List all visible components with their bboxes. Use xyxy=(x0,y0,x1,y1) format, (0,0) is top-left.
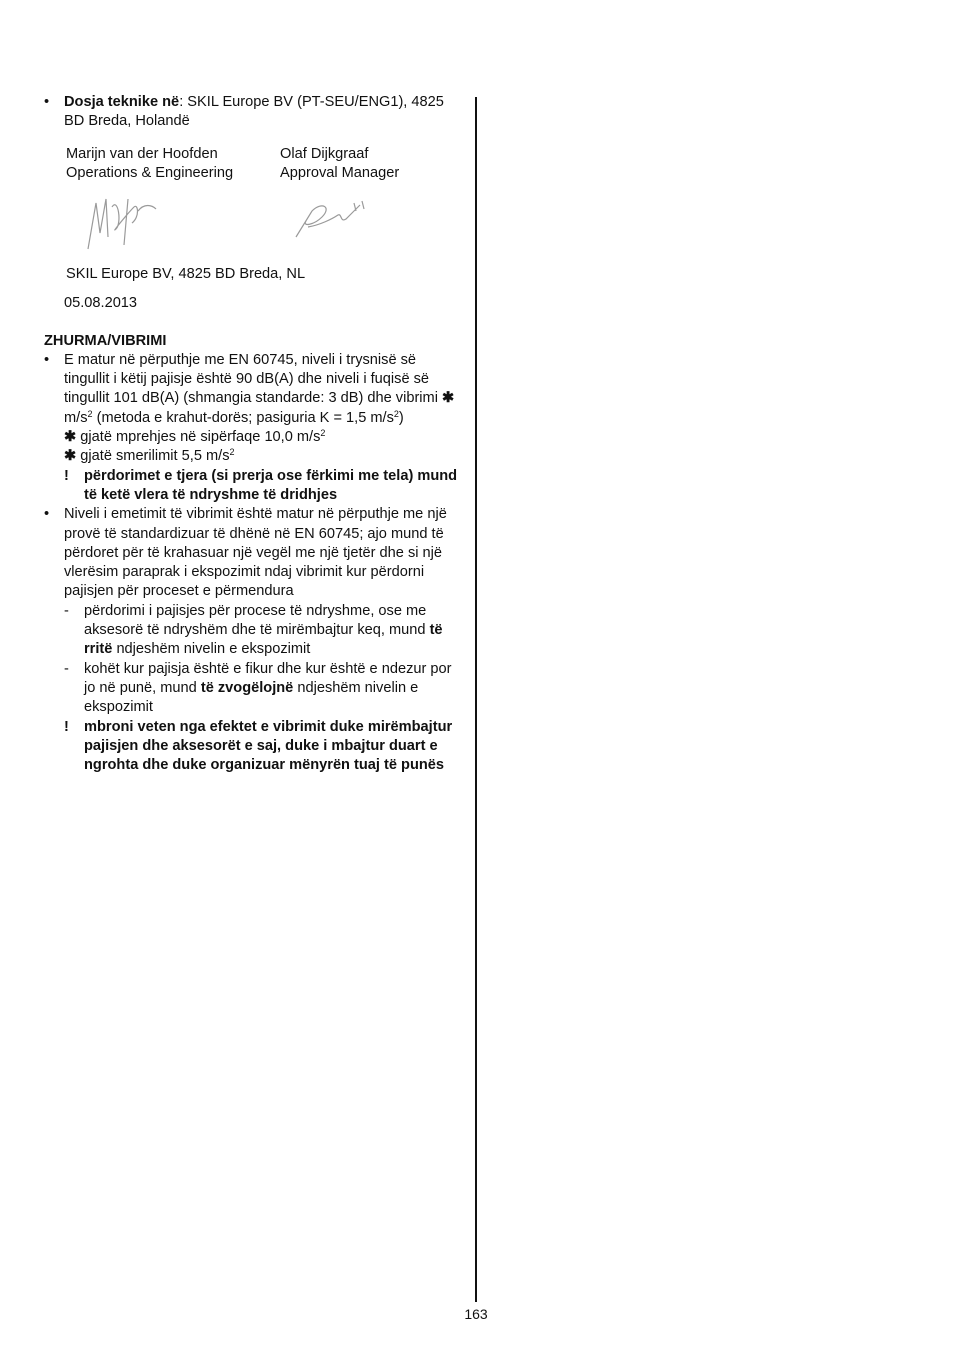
dash-text: ndjeshëm nivelin e ekspozimit xyxy=(112,641,311,658)
main-column xyxy=(44,93,464,775)
superscript: 2 xyxy=(229,447,235,458)
dash-text: ndjeshëm nivelin e ekspozimit xyxy=(84,679,419,716)
signatory-2 xyxy=(280,145,399,184)
line-a-text: gjatë mprehjes në sipërfaqe 10,0 m/s xyxy=(76,429,321,446)
bullet-marker: • xyxy=(44,506,50,523)
page-number: 163 xyxy=(464,1306,488,1322)
asterisk-icon: ✱ xyxy=(64,448,77,465)
asterisk-icon: ✱ xyxy=(64,429,77,446)
asterisk-icon: ✱ xyxy=(442,390,455,407)
vibration-text: Niveli i emetimit të vibrimit është matur në përputhje me një provë të standardizuar të dhënë në EN 60745; ajo mund të përdoret për të krahasuar një vegël me një tjetër dhe si një vlerësim paraprak i ekspozimit ndaj vibrimit kur përdorni pajisjen për proceset e përmendura xyxy=(64,506,447,600)
dash-marker: - xyxy=(64,602,69,619)
vibration-line-a xyxy=(44,428,464,447)
section-title: ZHURMA/VIBRIMI xyxy=(44,332,167,349)
superscript: 2 xyxy=(87,408,93,419)
signatory-1 xyxy=(66,145,233,184)
superscript: 2 xyxy=(393,408,399,419)
bullet-marker: • xyxy=(44,94,50,110)
noise-item xyxy=(44,351,464,428)
noise-text: E matur në përputhje me EN 60745, niveli i trysnisë së tingullit i këtij pajisje është 90 dB(A) dhe niveli i fuqisë së tingullit 101 dB(A) (shmangia standarde: 3 dB) dhe vibrimi xyxy=(64,351,438,407)
warning-text: mbroni veten nga efektet e vibrimit duke mirëmbajtur pajisjen dhe aksesorët e saj, duke i mbajtur duart e ngrohta dhe duke organizuar mënyrën tuaj të punës xyxy=(84,718,453,774)
dash-item-2 xyxy=(44,660,464,718)
warning-item-2 xyxy=(44,718,464,776)
company-address: SKIL Europe BV, 4825 BD Breda, NL xyxy=(66,265,306,282)
superscript: 2 xyxy=(320,428,326,439)
signatory-title: Operations & Engineering xyxy=(66,164,234,181)
dash-text: kohët kur pajisja është e fikur dhe kur është e ndezur por jo në punë, mund xyxy=(84,660,452,696)
signatory-name: Olaf Dijkgraaf xyxy=(280,145,369,162)
bullet-marker: • xyxy=(44,351,50,368)
signature-1-image xyxy=(82,193,160,253)
signatory-title: Approval Manager xyxy=(280,164,400,181)
line-b-text: gjatë smerilimit 5,5 m/s xyxy=(76,448,230,465)
dash-text: përdorimi i pajisjes për procese të ndryshme, ose me aksesorë të ndryshëm dhe të mirëmbajtur keq, mund xyxy=(84,602,430,639)
dash-marker: - xyxy=(64,660,69,677)
vibration-item xyxy=(44,505,464,601)
warning-item-1 xyxy=(44,467,464,506)
declaration-date: 05.08.2013 xyxy=(64,294,138,311)
dash-emphasis: të rritë xyxy=(84,622,443,658)
signatory-name: Marijn van der Hoofden xyxy=(66,145,218,162)
method-text: (metoda e krahut-dorës; pasiguria K = 1,5 m/s xyxy=(92,409,394,426)
vibration-line-b xyxy=(44,447,464,466)
signature-2-image xyxy=(292,197,368,241)
paren-close: ) xyxy=(398,409,404,426)
dossier-text: : SKIL Europe BV (PT-SEU/ENG1), 4825 BD Breda, Holandë xyxy=(64,94,444,130)
dossier-label: Dosja teknike në xyxy=(64,94,180,110)
warning-icon: ! xyxy=(64,467,69,484)
column-divider xyxy=(475,97,477,1302)
unit-text: m/s xyxy=(64,409,88,426)
dash-item-1 xyxy=(44,602,464,660)
warning-icon: ! xyxy=(64,718,69,735)
dossier-item xyxy=(44,93,464,132)
dash-emphasis: të zvogëlojnë xyxy=(200,679,294,696)
warning-text: përdorimet e tjera (si prerja ose fërkimi me tela) mund të ketë vlera të ndryshme të dridhjes xyxy=(84,467,458,503)
signature-block xyxy=(44,145,464,320)
